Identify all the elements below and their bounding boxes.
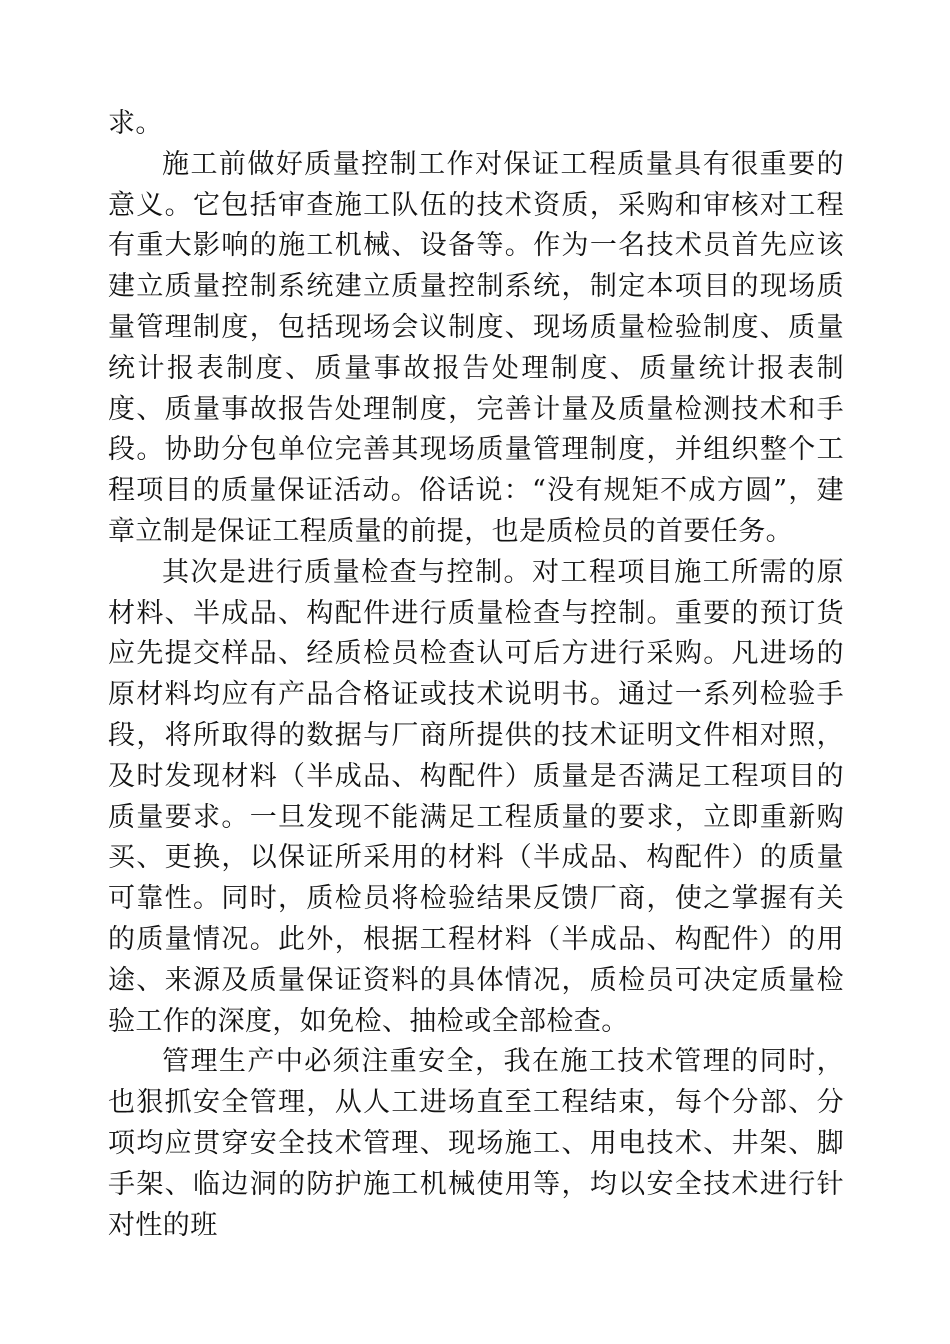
paragraph-quality-inspection: 其次是进行质量检查与控制。对工程项目施工所需的原材料、半成品、构配件进行质量检查与控制。重要的预订货应先提交样品、经质检员检查认可后方进行采购。凡进场的原材料均应有产品合格证或技术说明书。通过一系列检验手段，将所取得的数据与厂商所提供的技术证明文件相对照，及时发现材料（半成品、构配件）质量是否满足工程项目的质量要求。一旦发现不能满足工程质量的要求，立即重新购买、更换，以保证所采用的材料（半成品、构配件）的质量可靠性。同时，质检员将检验结果反馈厂商，使之掌握有关的质量情况。此外，根据工程材料（半成品、构配件）的用途、来源及质量保证资料的具体情况，质检员可决定质量检验工作的深度，如免检、抽检或全部检查。 <box>108 556 844 1037</box>
paragraph-safety-management: 管理生产中必须注重安全，我在施工技术管理的同时，也狠抓安全管理，从人工进场直至工程结束，每个分部、分项均应贯穿安全技术管理、现场施工、用电技术、井架、脚手架、临边洞的防护施工机械使用等，均以安全技术进行针对性的班 <box>108 1046 844 1241</box>
paragraph-quality-control-before-construction: 施工前做好质量控制工作对保证工程质量具有很重要的意义。它包括审查施工队伍的技术资质，采购和审核对工程有重大影响的施工机械、设备等。作为一名技术员首先应该建立质量控制系统建立质量控制系统，制定本项目的现场质量管理制度，包括现场会议制度、现场质量检验制度、质量统计报表制度、质量事故报告处理制度、质量统计报表制度、质量事故报告处理制度，完善计量及质量检测技术和手段。协助分包单位完善其现场质量管理制度，并组织整个工程项目的质量保证活动。俗话说：“没有规矩不成方圆”，建章立制是保证工程质量的前提，也是质检员的首要任务。 <box>108 148 844 547</box>
paragraph-continuation: 求。 <box>108 108 163 139</box>
document-page <box>108 104 844 1246</box>
